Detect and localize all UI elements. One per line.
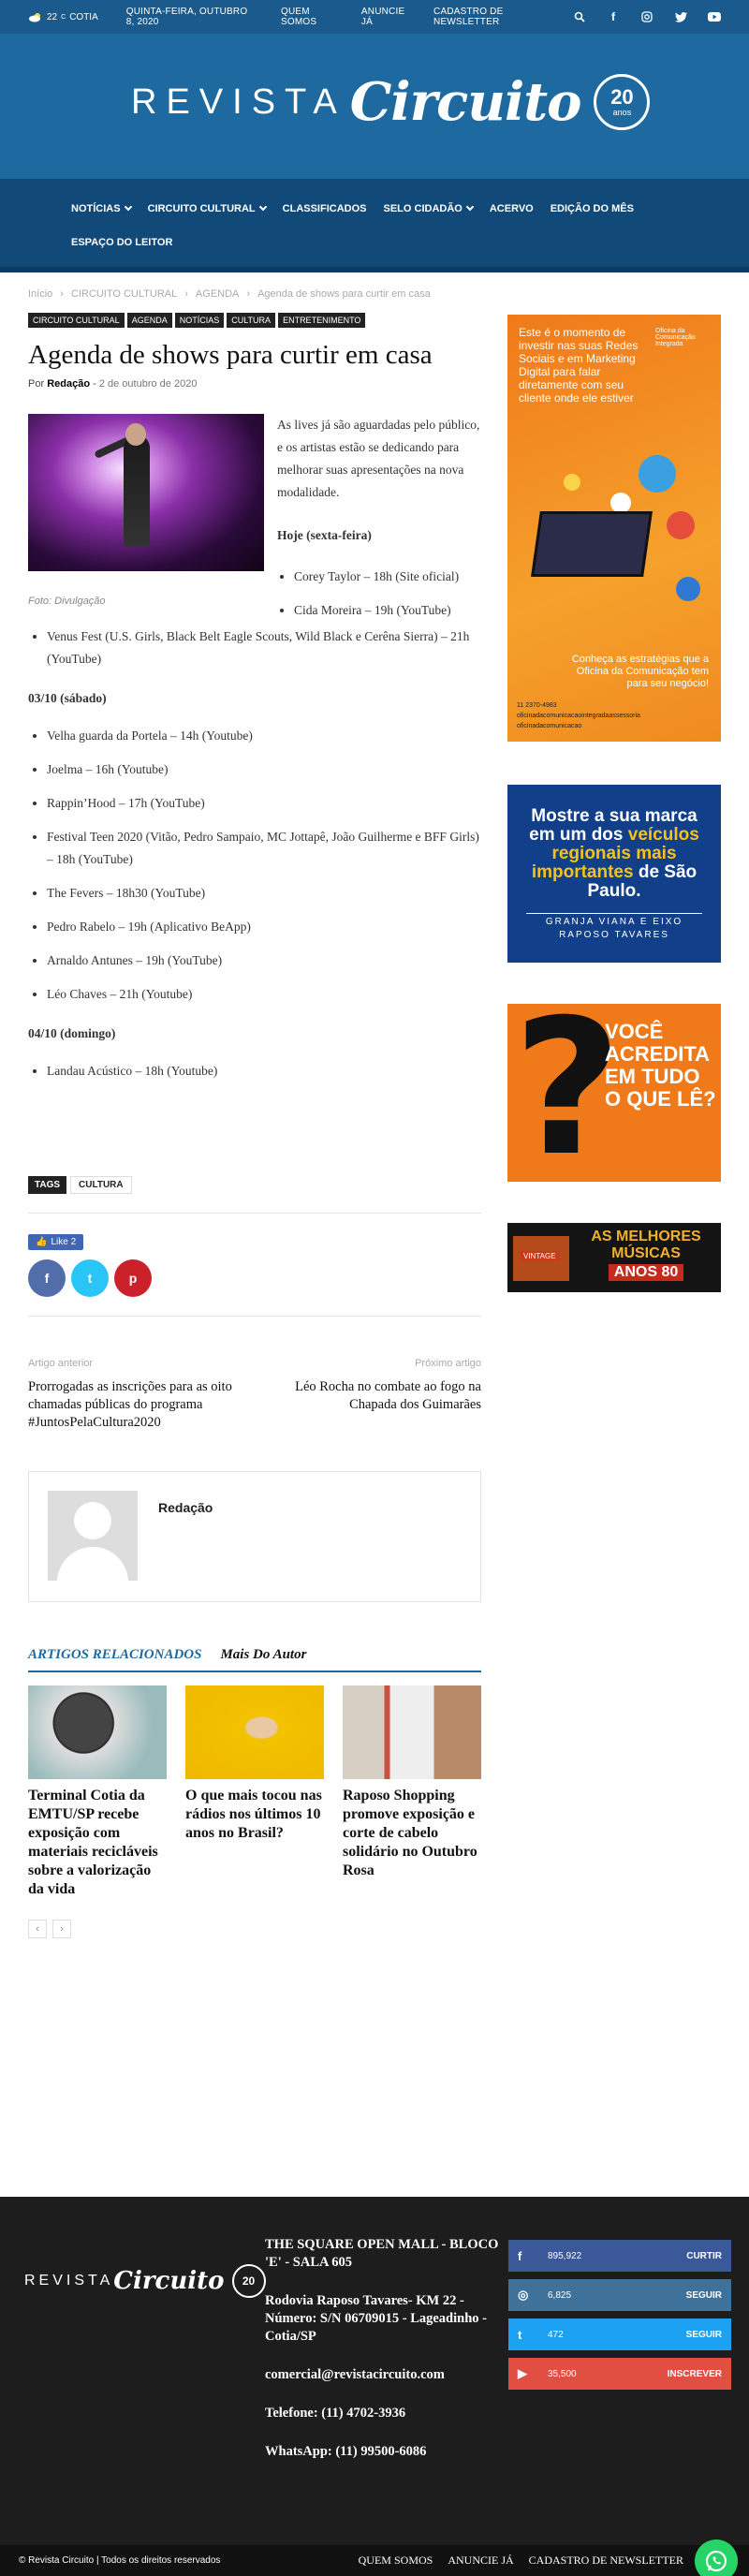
main-nav (0, 179, 749, 272)
ad1-bubble (610, 493, 631, 513)
breadcrumb-current: Agenda de shows para curtir em casa (257, 288, 431, 300)
ad1-bubble (564, 474, 580, 491)
instagram-icon[interactable] (640, 10, 654, 23)
footer-email[interactable]: comercial@revistacircuito.com (265, 2367, 445, 2382)
category-tag[interactable]: AGENDA (127, 313, 172, 328)
publish-date: 2 de outubro de 2020 (98, 378, 198, 390)
heading-saturday: 03/10 (sábado) (28, 691, 107, 705)
thumbs-up-icon: 👍 (36, 1237, 48, 1247)
next-article[interactable]: Próximo artigo Léo Rocha no combate ao fogo na Chapada dos Guimarães (275, 1358, 481, 1432)
ad1-laptop (531, 511, 653, 577)
ad-revista-circuito[interactable] (507, 785, 721, 963)
related-card[interactable] (343, 1685, 481, 1899)
ad1-bottom-text: Conheça as estratégias que a Oficina da Comunicação tem para seu negócio! (571, 654, 709, 689)
weather-widget (28, 11, 98, 22)
divider (526, 913, 702, 914)
article-body (28, 414, 481, 1082)
ad3-text: VOCÊ ACREDITA EM TUDO O QUE LÊ? (605, 1020, 716, 1111)
category-tag[interactable]: NOTÍCIAS (175, 313, 225, 328)
share-twitter-icon[interactable]: t (71, 1259, 109, 1297)
avatar[interactable] (48, 1491, 138, 1581)
cloud-sun-icon (28, 11, 43, 22)
site-footer (0, 2197, 749, 2545)
category-tag[interactable]: CULTURA (227, 313, 275, 328)
youtube-icon[interactable] (708, 10, 721, 23)
nav-item-selo-cidadao[interactable]: SELO CIDADÃO (384, 203, 473, 214)
list-item: • Velha guarda da Portela – 14h (Youtube) (47, 725, 481, 747)
article-intro: As lives já são aguardadas pelo público, e os artistas estão se dedicando para melhorar suas apresentações na nova modalidade. (277, 418, 480, 499)
list-item: • Joelma – 16h (Youtube) (47, 758, 481, 781)
related-tabs (28, 1647, 481, 1672)
top-bar (0, 0, 749, 34)
logo-prefix: REVISTA (131, 81, 346, 122)
article-tags (28, 1176, 481, 1194)
ad1-bubble (667, 511, 695, 539)
share-buttons (28, 1259, 481, 1297)
related-articles (28, 1685, 481, 1899)
related-thumbnail[interactable] (28, 1685, 167, 1779)
top-link-newsletter[interactable]: CADASTRO DE NEWSLETTER (433, 7, 504, 27)
twitter-icon[interactable] (674, 10, 687, 23)
breadcrumb-home[interactable]: Início (28, 288, 53, 300)
ad1-brand: Oficina da Comunicação Integrada (655, 328, 696, 347)
logo-main: Circuito (349, 71, 581, 133)
article-meta: Por Redação - 2 de outubro de 2020 (28, 378, 198, 390)
site-header (0, 34, 749, 179)
list-item: • Rappin’Hood – 17h (YouTube) (47, 792, 481, 815)
ad1-bubble (676, 577, 700, 601)
footer-contact (265, 2236, 499, 2481)
prev-article[interactable]: Artigo anterior Prorrogadas as inscrições para as oito chamadas públicas do programa #JuntosPelaCultura2020 (28, 1358, 234, 1432)
ad4-text: AS MELHORES MÚSICAS ANOS 80 (591, 1229, 701, 1280)
breadcrumb: Início › CIRCUITO CULTURAL › AGENDA › Agenda de shows para curtir em casa (28, 288, 431, 300)
site-logo[interactable] (131, 71, 650, 133)
question-mark-icon: ? (513, 1004, 623, 1182)
badge-label: anos (612, 108, 632, 117)
current-date: QUINTA-FEIRA, OUTUBRO 8, 2020 (125, 7, 248, 27)
list-item: • Festival Teen 2020 (Vitão, Pedro Sampaio, MC Jottapê, João Guilherme e BFF Girls) – 18h (YouTube) (47, 826, 481, 871)
related-thumbnail[interactable] (343, 1685, 481, 1779)
related-thumbnail[interactable] (185, 1685, 324, 1779)
facebook-icon[interactable]: f (611, 10, 615, 23)
today-list (277, 566, 481, 622)
related-title[interactable]: Raposo Shopping promove exposição e corte de cabelo solidário no Outubro Rosa (343, 1788, 477, 1878)
prev-article-title[interactable]: Prorrogadas as inscrições para as oito chamadas públicas do programa #JuntosPelaCultura2020 (28, 1379, 232, 1430)
photo-caption: Foto: Divulgação (28, 596, 106, 607)
ad1-bubble (639, 455, 676, 493)
ad-vintage-radio[interactable] (507, 1223, 721, 1292)
related-pager (28, 1920, 481, 1938)
chevron-down-icon (124, 203, 131, 211)
photo-figure-head (125, 423, 146, 446)
badge-number: 20 (610, 85, 634, 109)
social-facebook[interactable]: f 895,922 CURTIR (508, 2240, 731, 2272)
nav-item-edicao-do-mes[interactable]: EDIÇÃO DO MÊS (550, 203, 634, 214)
twitter-icon: t (518, 2327, 522, 2342)
city: COTIA (69, 11, 98, 22)
ad4-badge: ANOS 80 (609, 1264, 683, 1281)
ad-voce-acredita[interactable] (507, 1004, 721, 1182)
list-item: • Arnaldo Antunes – 19h (YouTube) (47, 949, 481, 972)
chevron-down-icon (258, 203, 266, 211)
article-intro-column (277, 414, 481, 633)
footer-address-2: Rodovia Raposo Tavares- KM 22 - Número: S/N 06709015 - Lageadinho - Cotia/SP (265, 2293, 487, 2344)
copyright: © Revista Circuito | Todos os direitos reservados (19, 2555, 221, 2566)
list-item: • The Fevers – 18h30 (YouTube) (47, 882, 481, 905)
tab-related-articles[interactable]: ARTIGOS RELACIONADOS (28, 1647, 202, 1662)
footer-link-newsletter[interactable]: CADASTRO DE NEWSLETTER (528, 2554, 683, 2567)
related-card[interactable] (28, 1685, 167, 1899)
ad-oficina-comunicacao[interactable] (507, 315, 721, 742)
footer-link-anuncie[interactable]: ANUNCIE JÁ (448, 2554, 514, 2567)
author-link[interactable]: Redação (47, 378, 91, 390)
temperature-unit: C (61, 13, 66, 21)
social-youtube[interactable]: ▶ 35,500 INSCREVER (508, 2358, 731, 2390)
next-article-title[interactable]: Léo Rocha no combate ao fogo na Chapada dos Guimarães (295, 1379, 481, 1412)
nav-item-classificados[interactable]: CLASSIFICADOS (282, 203, 367, 214)
chevron-down-icon (466, 203, 474, 211)
nav-item-acervo[interactable]: ACERVO (489, 203, 534, 214)
category-tag[interactable]: ENTRETENIMENTO (278, 313, 365, 328)
whatsapp-icon[interactable] (695, 2539, 738, 2576)
ad2-headline: Mostre a sua marca em um dos veículos regionais mais importantes de São Paulo. (529, 806, 699, 901)
list-item: • Pedro Rabelo – 19h (Aplicativo BeApp) (47, 916, 481, 938)
share-pinterest-icon[interactable]: p (114, 1259, 152, 1297)
social-instagram[interactable]: ◎ 6,825 SEGUIR (508, 2279, 731, 2311)
footer-whatsapp: WhatsApp: (11) 99500-6086 (265, 2444, 427, 2459)
ad4-brand: VINTAGE (521, 1251, 559, 1261)
footer-address-1: THE SQUARE OPEN MALL - BLOCO 'E' - SALA 605 (265, 2237, 499, 2270)
divider (28, 1316, 481, 1317)
category-tag[interactable]: CIRCUITO CULTURAL (28, 313, 125, 328)
footer-link-quem-somos[interactable]: QUEM SOMOS (358, 2554, 433, 2567)
photo-figure-body (124, 434, 150, 547)
sunday-list (28, 1060, 481, 1082)
anniversary-badge (594, 74, 650, 130)
anniversary-badge: 20 (232, 2264, 266, 2298)
pager-next-icon[interactable]: › (52, 1920, 71, 1938)
post-navigation (28, 1358, 481, 1432)
footer-logo[interactable]: REVISTA Circuito 20 (24, 2264, 266, 2298)
related-card[interactable] (185, 1685, 324, 1899)
social-counters (508, 2240, 731, 2397)
author-box (28, 1471, 481, 1602)
post-category-tags (28, 313, 481, 328)
ad1-text: Este é o momento de investir nas suas Redes Sociais e em Marketing Digital para falar diretamente com seu cliente onde ele estiver (519, 326, 639, 405)
ad1-contacts: 11 2370-4983 oficinadacomunicacaointegradaassessoria oficinadacomunicacao (517, 702, 640, 729)
youtube-icon: ▶ (518, 2366, 527, 2380)
nav-item-noticias[interactable]: NOTÍCIAS (71, 203, 131, 214)
instagram-icon: ◎ (518, 2288, 529, 2302)
list-item: • Venus Fest (U.S. Girls, Black Belt Eagle Scouts, Wild Black e Cerêna Sierra) – 21h (YouTube) (47, 626, 481, 670)
top-link-anuncie[interactable]: ANUNCIE JÁ (360, 7, 405, 27)
list-item: • Léo Chaves – 21h (Youtube) (47, 983, 481, 1006)
nav-shadow (0, 267, 749, 272)
tags-label: TAGS (28, 1176, 66, 1194)
facebook-like-button[interactable]: 👍 Like 2 (28, 1234, 83, 1250)
breadcrumb-agenda[interactable]: AGENDA (195, 288, 240, 300)
list-item: • Landau Acústico – 18h (Youtube) (47, 1060, 481, 1082)
saturday-list (28, 725, 481, 1006)
heading-today: Hoje (sexta-feira) (277, 528, 372, 542)
bottom-bar (0, 2545, 749, 2576)
heading-sunday: 04/10 (domingo) (28, 1026, 116, 1040)
temperature: 22 (47, 11, 58, 22)
divider (28, 1213, 481, 1214)
article-photo[interactable] (28, 414, 264, 571)
sidebar (507, 315, 721, 1292)
article-column (28, 286, 481, 1938)
ad2-sub: GRANJA VIANA E EIXO RAPOSO TAVARES (545, 917, 683, 940)
top-link-quem-somos[interactable]: QUEM SOMOS (280, 7, 317, 27)
related-title[interactable]: Terminal Cotia da EMTU/SP recebe exposição com materiais recicláveis sobre a valorização da vida (28, 1788, 158, 1897)
facebook-icon: f (518, 2248, 522, 2263)
related-title[interactable]: O que mais tocou nas rádios nos últimos 10 anos no Brasil? (185, 1788, 322, 1841)
footer-phone: Telefone: (11) 4702-3936 (265, 2406, 406, 2421)
list-item: • Cida Moreira – 19h (YouTube) (294, 599, 481, 622)
search-icon[interactable] (573, 10, 586, 23)
nav-item-espaco-do-leitor[interactable]: ESPAÇO DO LEITOR (71, 237, 173, 248)
author-name[interactable]: Redação (158, 1500, 213, 1515)
nav-item-circuito-cultural[interactable]: CIRCUITO CULTURAL (148, 203, 266, 214)
tag-cultura[interactable]: CULTURA (70, 1176, 132, 1194)
share-facebook-icon[interactable]: f (28, 1259, 66, 1297)
article-title: Agenda de shows para curtir em casa (28, 340, 433, 370)
breadcrumb-circuito-cultural[interactable]: CIRCUITO CULTURAL (70, 288, 178, 300)
list-item: • Corey Taylor – 18h (Site oficial) (294, 566, 481, 588)
pager-prev-icon[interactable]: ‹ (28, 1920, 47, 1938)
tab-more-from-author[interactable]: Mais Do Autor (220, 1647, 307, 1662)
social-twitter[interactable]: t 472 SEGUIR (508, 2318, 731, 2350)
